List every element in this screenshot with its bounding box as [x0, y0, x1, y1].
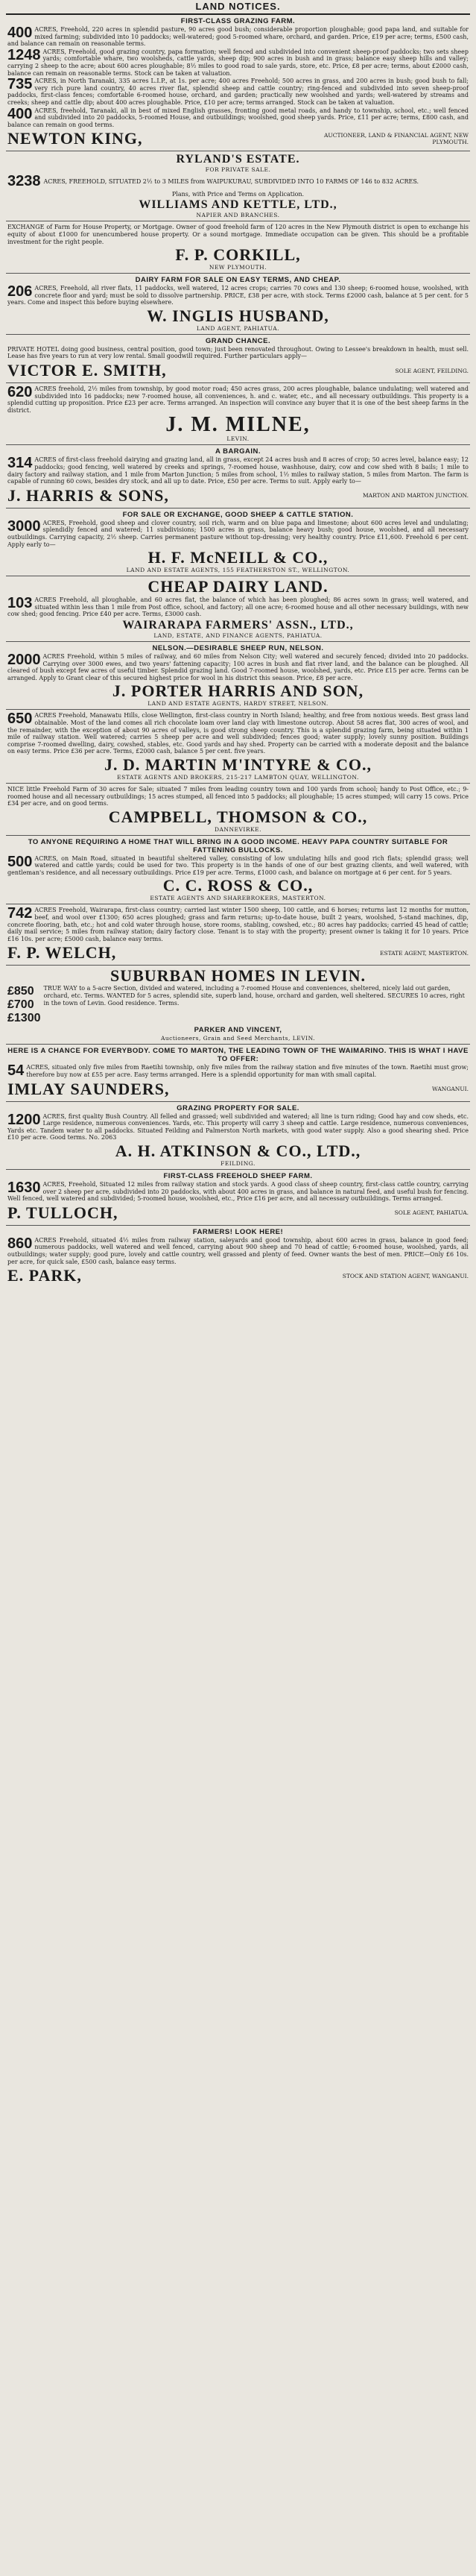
ad-milne	[6, 383, 470, 445]
agent-name: NEWTON KING,	[7, 129, 143, 148]
agent-name: W. INGLIS HUSBAND,	[147, 306, 329, 325]
listing	[7, 48, 469, 77]
listing-text: EXCHANGE of Farm for House Property, or Mortgage. Owner of good freehold farm of 120 acres in the New Plymouth district is open to exchange his equity of about £1000 for unencumbered house property. Or a sound mortgage. Immediate occupation can be given. This should be a profitable investment for the right people.	[7, 224, 469, 245]
listing	[7, 907, 469, 942]
acreage-number: 1248	[7, 46, 41, 63]
ad-harris-sons	[6, 445, 470, 508]
acreage-number: 735	[7, 76, 33, 93]
listing	[7, 596, 469, 618]
acreage-number: 54	[7, 1062, 25, 1080]
ad-newton-king	[6, 15, 470, 151]
listing-text: ACRES Freehold, Wairarapa, first-class country; carried last winter 1500 sheep, 100 cattle, and 6 horses; returns last 12 months for mutton, beef, and wool over £1300; 650 acres ploughed; grass and farm returns; up-to-date house, built 2 years, woolshed, 5-stand machines, dip, concrete flooring, bath, etc.; hot and cold water through house, store rooms, stabling, cowshed, etc.; 80 acres hay paddocks; carried 45 head of cattle; daily mail service; 5 miles from railway station; dairy factory close. Tenant is to stay with the property; present owner is taking it for 10 years. Price £16 10s. per acre; £5000 cash, balance easy terms.	[7, 907, 469, 942]
agent-title: NAPIER AND BRANCHES.	[196, 212, 280, 219]
masthead: LAND NOTICES.	[6, 0, 470, 15]
acreage-number: 620	[7, 384, 33, 401]
agent-name: J. HARRIS & SONS,	[7, 485, 169, 505]
agent-title: DANNEVIRKE.	[214, 825, 262, 833]
agent-row	[7, 129, 469, 148]
ad-welch	[6, 904, 470, 966]
agent-title: LAND AND ESTATE AGENTS, 155 FEATHERSTON ST., WELLINGTON.	[126, 567, 350, 574]
listing	[7, 1181, 469, 1203]
listing-text: NICE little Freehold Farm of 30 acres for Sale; situated 7 miles from leading country town and 100 yards from school; handy to Post Office, etc.; 9-roomed house and all necessary outbuildings; 15 acres stumped, all fenced into 5 paddocks; all ploughable; 15 acres stumped; will carry 15 cows. Price £34 per acre, and on good terms.	[7, 785, 469, 807]
price: £1300	[7, 1012, 41, 1025]
agent-name: A. H. ATKINSON & CO., LTD.,	[115, 1141, 361, 1160]
acreage-number: 650	[7, 711, 33, 728]
listing-text: ACRES, situated only five miles from Raetihi township, only five miles from the railway station and five minutes of the town. Raetihi must grow; therefore buy now at £55 per acre. Easy terms arranged. Here is a splendid opportunity for man with small capital.	[26, 1064, 469, 1079]
listing	[7, 1064, 469, 1078]
ad-heading: TO ANYONE REQUIRING A HOME THAT WILL BRING IN A GOOD INCOME. HEAVY PAPA COUNTRY SUITABLE FOR FATTENING BULLOCKS.	[28, 837, 448, 854]
ad-heading: DAIRY FARM FOR SALE ON EASY TERMS, AND CHEAP.	[135, 276, 341, 285]
agent-title: AUCTIONEER, LAND & FINANCIAL AGENT, NEW PLYMOUTH.	[324, 132, 469, 146]
listing-text: ACRES Freehold, situated 4½ miles from railway station, saleyards and good township, about 600 acres in grass, balance in good feed; numerous paddocks, well watered and well fenced, carrying about 900 sheep and 70 head of cattle; 6-roomed house, woolshed, yards, all outbuildings; water supply; good pure, lovely and cattle country, well grassed and plenty of feed. Owner wants the best of men. PRICE—Only £6 10s. per acre, for quick sale, £500 cash, balance easy terms.	[7, 1236, 469, 1265]
acreage-number: 103	[7, 595, 33, 612]
agent-title: ESTATE AGENTS AND BROKERS, 215-217 LAMBTON QUAY, WELLINGTON.	[117, 773, 359, 781]
agent-name: J. D. MARTIN M'INTYRE & CO.,	[104, 755, 372, 774]
listing	[7, 517, 469, 548]
ad-e-park	[6, 1226, 470, 1288]
listing	[7, 107, 469, 129]
acreage-number: 742	[7, 905, 33, 922]
acreage-number: 206	[7, 283, 33, 300]
listing-text: PRIVATE HOTEL doing good business, central position, good town; just been renovated throughout. Owing to Lessee's breakdown in health, must sell. Lease has five years to run at very low rental. Small goodwill required. Further particulars apply—	[7, 345, 469, 360]
listing-text: ACRES, on Main Road, situated in beautiful sheltered valley, consisting of low undulating hills and good rich flats; splendid grass; well watered and cattle yards; could be used for two. This property is in the hands of one of our best grazing clients, and well watered, with gentleman's residence, and all necessary outbuildings. Price £19 per acre. Terms, £1000 cash, and balance on mortgage at 6 per cent. for 5 years.	[7, 854, 469, 876]
price-column	[7, 985, 41, 1025]
agent-row	[7, 943, 469, 963]
ad-heading: NELSON.—DESIRABLE SHEEP RUN, NELSON.	[152, 643, 324, 652]
listing	[7, 456, 469, 485]
price: £850	[7, 985, 34, 998]
listing-text: ACRES, Freehold, 220 acres in splendid pasture, 90 acres good bush; considerable proportion ploughable; good papa land, and suitable for mixed farming; subdivided into 10 paddocks; well-watered; good 5-roomed whare, orchard, and garden. Price, £19 per acre; terms, £500 cash, and balance can remain on reasonable terms.	[7, 26, 469, 48]
agent-title: SOLE AGENT, FEILDING.	[395, 367, 469, 374]
listing	[7, 712, 469, 755]
ad-cheap-dairy-land	[6, 576, 470, 642]
agent-title: MARTON AND MARTON JUNCTION.	[362, 492, 469, 500]
listing	[7, 26, 469, 48]
acreage-number: 3238	[7, 173, 41, 190]
agent-name: H. F. McNEILL & CO.,	[147, 548, 329, 567]
ad-heading: RYLAND'S ESTATE.	[176, 153, 300, 166]
listing-text: ACRES Freehold, Manawatu Hills, close Wellington, first-class country in North Island; healthy, and free from noxious weeds. Best grass land obtainable. Most of the land comes all rich chocolate loam over land clay with limestone outcrop. About 58 acres flat, 300 acres of wool, and the remainder, with the exception of about 90 acres of valleys, is good strong sheep country. This is a splendid grazing farm, being situated within 1 mile of railway station. Well watered; carries 5 sheep per acre and well subdivided; fences good; water supply; lovely sunny position. Buildings comprise 7-roomed dwelling, dairy, cowshed, stables, etc. Good yards and hay shed. Property can be carried with a moderate deposit and the balance on easy terms. Price £36 per acre. Terms, £2000 cash, balance 5 per cent. five years.	[7, 712, 469, 755]
ad-heading: FARMERS! LOOK HERE!	[192, 1227, 284, 1236]
ad-inglis-husband	[6, 274, 470, 335]
agent-title: FEILDING.	[220, 1160, 256, 1167]
ad-heading: GRAND CHANCE.	[205, 336, 271, 345]
listing	[7, 985, 469, 1025]
agent-row	[7, 361, 469, 380]
agent-name: WILLIAMS AND KETTLE, LTD.,	[139, 198, 337, 212]
acreage-number: 400	[7, 105, 33, 122]
ad-note: Plans, with Price and Terms on Application.	[171, 191, 305, 198]
agent-title: LAND AND ESTATE AGENTS, HARDY STREET, NELSON.	[147, 700, 329, 708]
listing-text: ACRES, freehold, Taranaki, all in best of mixed English grasses, fronting good metal roads, and handy to township, school, etc.; well fenced and subdivided into 20 paddocks, 5-roomed House, and outbuildings; woolshed, good sheep yards. Price, £11 per acre; terms, £800 cash, and balance can remain on good terms.	[7, 107, 469, 128]
agent-name: E. PARK,	[7, 1266, 82, 1285]
ad-atkinson	[6, 1102, 470, 1170]
listing-text: ACRES, Freehold, Situated 12 miles from railway station and stock yards. A good class of sheep country, first-class cattle country, carrying over 2 sheep per acre, subdivided into 20 paddocks, with about 400 acres in grass, and balance in natural feed, and useful bush for fencing. Well fenced, well watered and subdivided; 5-roomed house, woolshed, etc., Price £16 per acre, and all necessary outbuildings. Terms arranged.	[7, 1181, 469, 1203]
agent-name: PARKER AND VINCENT,	[194, 1026, 282, 1035]
ad-tulloch	[6, 1170, 470, 1226]
listing-text: ACRES Freehold, all ploughable, and 60 acres flat, the balance of which has been ploughed; 86 acres sown in grass; well watered, and situated within less than 1 mile from Post office, school, and factory; all one acre; 6-roomed house and all other necessary buildings, with new cow shed; good fencing. Price £40 per acre. Terms, £3000 cash.	[7, 596, 469, 618]
agent-name: J. M. MILNE,	[165, 413, 311, 437]
ad-suburban-homes	[6, 966, 470, 1045]
agent-title: NEW PLYMOUTH.	[209, 264, 267, 271]
ad-heading: CHEAP DAIRY LAND.	[147, 577, 329, 596]
ad-porter-harris	[6, 642, 470, 710]
agent-title: LEVIN.	[226, 435, 250, 443]
agent-title: Auctioneers, Grain and Seed Merchants, LEVIN.	[160, 1035, 316, 1042]
agent-row	[7, 1203, 469, 1223]
acreage-number: 3000	[7, 517, 41, 535]
ad-martin-mintyre	[6, 710, 470, 784]
agent-name: WAIRARAPA FARMERS' ASSN., LTD.,	[122, 618, 354, 632]
listing	[7, 285, 469, 306]
agent-name: P. TULLOCH,	[7, 1203, 118, 1222]
acreage-number: 1200	[7, 1111, 41, 1128]
listing	[7, 385, 469, 414]
listing	[7, 78, 469, 106]
ad-heading: FIRST-CLASS GRAZING FARM.	[180, 17, 296, 25]
ad-subheading: FOR PRIVATE SALE.	[205, 166, 271, 174]
listing-text: ACRES, Freehold, good sheep and clover country, soil rich, warm and on blue papa and limestone; about 600 acres level and undulating; splendidly fenced and watered; 11 subdivisions; 1500 acres in grass, balance heavy bush; good house, woolshed, and all necessary outbuildings. Carrying capacity, 2½ sheep. Carries permanent pasture without top-dressing; very healthy country. Price £11,600. Freehold 6 per cent. Apply early to—	[7, 519, 469, 548]
ad-campbell-thomson	[6, 784, 470, 836]
agent-name: IMLAY SAUNDERS,	[7, 1079, 170, 1098]
ad-heading: GRAZING PROPERTY FOR SALE.	[177, 1103, 299, 1112]
listing-text: TRUE WAY to a 5-acre Section, divided and watered, including a 7-roomed House and conveniences, sheltered, nicely laid out garden, orchard, etc. Terms. WANTED for 5 acres, splendid site, superb land, house, orchard and garden, well sheltered. SECURES 10 acres, right in the town of Levin. Good residence. Terms.	[43, 985, 465, 1007]
agent-title: STOCK AND STATION AGENT, WANGANUI.	[342, 1272, 469, 1279]
ad-victor-smith	[6, 335, 470, 383]
agent-row	[7, 1080, 469, 1099]
agent-row	[7, 486, 469, 506]
acreage-number: 860	[7, 1235, 33, 1252]
acreage-number: 2000	[7, 651, 41, 668]
listing-text: ACRES, in North Taranaki, 335 acres L.I.P., at 1s. per acre; 400 acres Freehold; 500 acres in grass, and 200 acres in bush; good bush to fall; very rich pure land country, 40 acres river flat, splendid sheep and cattle country; ring-fenced and subdivided into seven sheep-proof paddocks, first-class fences; comfortable 6-roomed house, orchard, and garden; practically new woolshed and yards; well-watered by streams and creeks; sheep and cattle dip; about 400 acres ploughable. Price, £10 per acre; terms arranged. Stock can be taken at valuation.	[7, 78, 469, 106]
ad-corkill	[6, 221, 470, 274]
listing-text: ACRES, Freehold, good grazing country, papa formation; well fenced and subdivided into convenient sheep-proof paddocks; two sets sheep yards; comfortable whare, two woolsheds, cattle yards, sheep dip; 900 acres in bush and in grass; balance easy sheep hills and valley; carrying 2 sheep to the acre; about 600 acres ploughable; 8½ miles to good road to sale yards, store, etc. Price, £8 per acre; terms, about £2000 cash, balance can remain on reasonable terms. Stock can be taken at valuation.	[7, 48, 469, 77]
agent-name: J. PORTER HARRIS AND SON,	[112, 681, 364, 701]
ad-mcneill	[6, 508, 470, 576]
agent-title: LAND AGENT, PAHIATUA.	[196, 324, 280, 332]
listing-text: ACRES, FREEHOLD, SITUATED 2½ to 3 MILES from WAIPUKURAU, SUBDIVIDED INTO 10 FARMS OF 146 to 832 ACRES.	[43, 177, 419, 185]
agent-name: VICTOR E. SMITH,	[7, 361, 167, 380]
price: £700	[7, 998, 34, 1012]
ad-heading: FIRST-CLASS FREEHOLD SHEEP FARM.	[163, 1172, 313, 1180]
ad-heading: HERE IS A CHANCE FOR EVERYBODY. COME TO MARTON, THE LEADING TOWN OF THE WAIMARINO. THIS IS WHAT I HAVE TO OFFER:	[7, 1047, 469, 1064]
agent-title: WANGANUI.	[432, 1086, 469, 1093]
ad-imlay-saunders	[6, 1045, 470, 1101]
agent-name: CAMPBELL, THOMSON & CO.,	[108, 807, 368, 826]
agent-title: LAND, ESTATE, AND FINANCE AGENTS, PAHIATUA.	[153, 632, 323, 639]
ad-heading: A BARGAIN.	[215, 447, 261, 456]
ad-heading: FOR SALE OR EXCHANGE, GOOD SHEEP & CATTLE STATION.	[122, 510, 354, 519]
listing-text: ACRES of first-class freehold dairying and grazing land, all in grass, except 24 acres bush and 8 acres of crop; 50 acres level, balance easy; 12 paddocks; good fencing, well watered by creeks and springs, 7-roomed house, washhouse, dairy, cow and cow shed with 8 bails; 1 mile to dairy factory and railway station, and 1 mile from Marton Junction; 5 miles from school, 1½ miles to railway station, 5 miles from Marton. The farm is capable of running 60 cows, besides dry stock, and all up to date. Price, £50 per acre. Terms to suit. Apply early to—	[7, 456, 469, 485]
agent-row	[7, 1266, 469, 1285]
ad-cc-ross	[6, 836, 470, 905]
acreage-number: 500	[7, 853, 33, 870]
listing-text: ACRES, first quality Bush Country. All felled and grassed; well subdivided and watered; all line is turn riding; Good hay and cow sheds, etc. Large residence, numerous conveniences. Yards, etc. This property will carry 3 sheep and cattle. Large residence, numerous conveniences, Yards etc. Tandem water to all paddocks. Situated Feilding and Palmerston North markets, with good water supply. Also a good shearing shed. Price £10 per acre. Good terms. No. 2063	[7, 1112, 469, 1141]
acreage-number: 314	[7, 455, 33, 472]
acreage-number: 400	[7, 25, 33, 41]
agent-name: F. P. CORKILL,	[175, 245, 301, 265]
ad-heading: SUBURBAN HOMES IN LEVIN.	[110, 966, 366, 986]
listing	[7, 1113, 469, 1141]
listing-text: ACRES, Freehold, all river flats, 11 paddocks, well watered, 12 acres crops; carries 70 cows and 130 sheep; 6-roomed house, woolshed, with concrete floor and yard; must be sold to dissolve partnership. PRICE, £38 per acre, with stock. Terms £2000 cash, balance at 5 per cent. for 5 years. Come and inspect this before buying elsewhere.	[7, 285, 469, 306]
listing	[7, 855, 469, 877]
listing	[7, 173, 469, 190]
land-notices-page	[3, 0, 473, 1288]
listing	[7, 1237, 469, 1265]
agent-title: ESTATE AGENTS AND SHAREBROKERS, MASTERTON.	[150, 895, 326, 902]
agent-title: ESTATE AGENT, MASTERTON.	[379, 949, 469, 957]
agent-name: F. P. WELCH,	[7, 943, 117, 963]
ad-rylands-estate	[6, 151, 470, 221]
listing-text: ACRES freehold, 2½ miles from township, by good motor road; 450 acres grass, 200 acres ploughable, balance undulating; well watered and subdivided into 16 paddocks; new 7-roomed house, all conveniences, h. and c. water, etc., and all necessary outbuildings. This property is a splendid cutting up proposition. Price £23 per acre. Terms arranged. An inspection will convince any buyer that it is one of the best sheep farms in the district.	[7, 385, 469, 414]
listing	[7, 653, 469, 681]
agent-title: SOLE AGENT, PAHIATUA.	[394, 1209, 469, 1217]
acreage-number: 1630	[7, 1180, 41, 1196]
listing-text: ACRES Freehold, within 5 miles of railway, and 60 miles from Nelson City; well watered and securely fenced; divided into 20 paddocks. Carrying over 3000 ewes, and two years' fattening capacity; 100 acres in bush and flat river land, and the balance can be ploughed. All cleared of bush except few acres of useful timber. Splendid grazing land. Good 7-roomed house, woolshed, yards, etc. Price £15 per acre. Terms can be arranged. Apply to Grant clear of this secured highest price for wool in his district this season. Price, £8 per acre.	[7, 652, 469, 681]
agent-name: C. C. ROSS & CO.,	[162, 876, 314, 895]
